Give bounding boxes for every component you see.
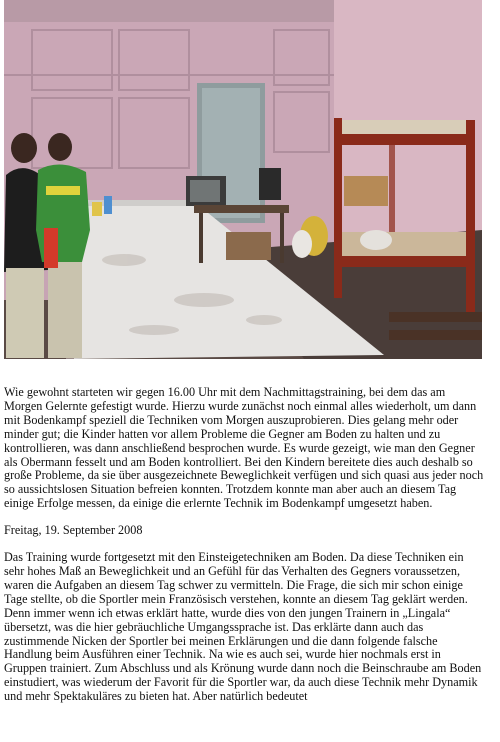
photo-dormitory-room — [4, 0, 482, 359]
photo-illustration — [4, 0, 482, 359]
paragraph-friday-training: Das Training wurde fortgesetzt mit den Einsteigetechniken am Boden. Da diese Techniken ein sehr hohes Maß an Beweglichkeit und an Gefühl für das Verhalten des Gegners voraussetzen, waren die Aufgaben an diesem Tag schwer zu vermitteln. Die Frage, die sich mir schon einige Tage stellte, ob die Sportler mein Französisch verstehen, konnte an diesem Tag geklärt werden. Denn immer wenn ich etwas erklärt hatte, wurde dies von den jungen Trainern in „Lingala“ übersetzt, was die hier gebräuchliche Umgangssprache ist. Das erklärte dann auch das zustimmende Nicken der Sportler bei meinen Erklärungen und die dann folgende falsche Handlung beim Ausführen einer Technik. Na wie es auch sei, wurde hier nochmals erst in Gruppen trainiert. Zum Abschluss und als Krönung wurde dann noch die Beinschraube am Boden einstudiert, was wiederum der Favorit für die Sportler war, da auch diese Technik mehr Dynamik und mehr Spektakuläres zu bieten hat. Aber natürlich bedeutet — [4, 550, 482, 704]
article-text — [4, 386, 484, 704]
paragraph-afternoon-training: Wie gewohnt starteten wir gegen 16.00 Uhr mit dem Nachmittagstraining, bei dem das am Morgen Gelernte gefestigt wurde. Hierzu wurde zunächst noch einmal alles wiederholt, um dann mit Bodenkampf speziell die Techniken vom Morgen auszuprobieren. Dies gelang mehr oder minder gut; die Kinder hatten vor allem Probleme die Gegner am Boden zu halten und zu kontrollieren, was dann anschließend besprochen wurde. Es wurde gezeigt, wie man den Gegner als Obermann fesselt und am Boden kontrolliert. Bei den Kindern bereitete dies auch deshalb so große Probleme, da sie über ausgezeichnete Beweglichkeit verfügen und sich quasi aus jeder noch so aussichtslosen Situation befreien konnten. Trotzdem konnte man aber auch an diesem Tag einige Erfolge messen, da einige die erlernte Technik im Bodenkampf umgesetzt haben. — [4, 385, 484, 511]
date-heading: Freitag, 19. September 2008 — [4, 523, 143, 538]
